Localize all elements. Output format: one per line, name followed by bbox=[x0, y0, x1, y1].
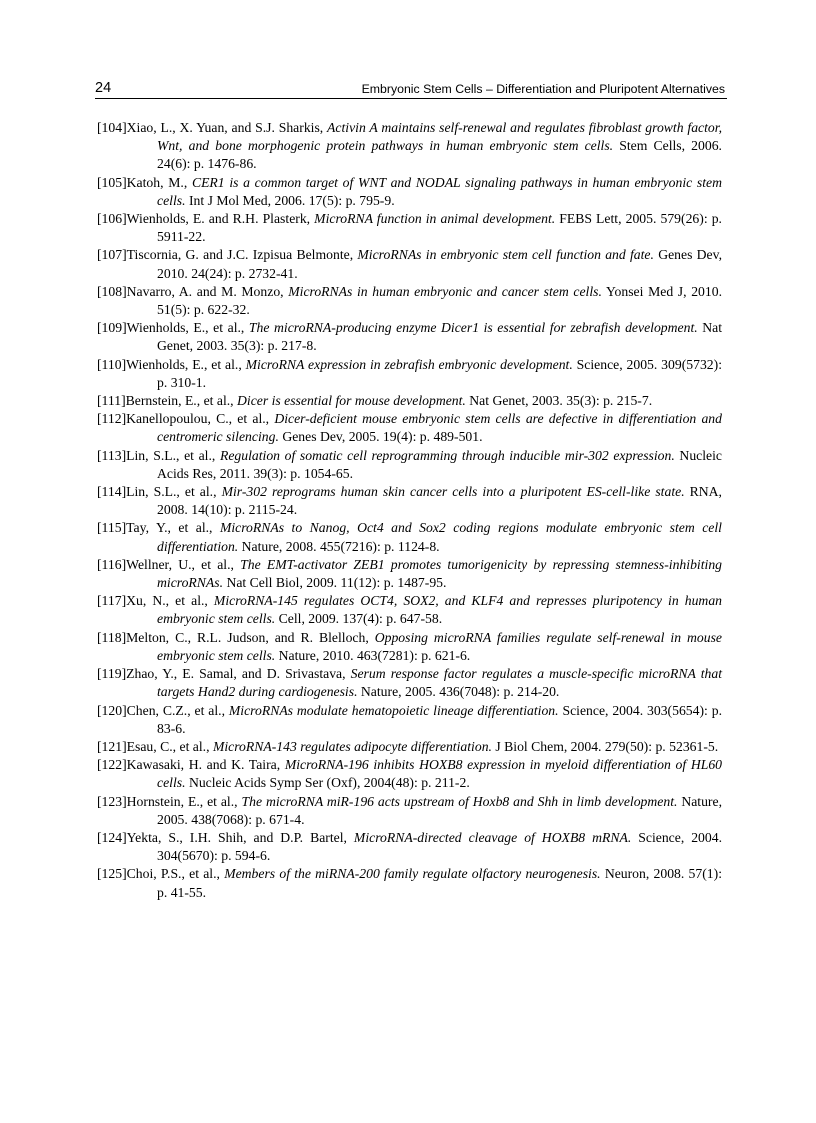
reference-number: [115] bbox=[97, 520, 127, 536]
reference-authors: Lin, S.L., et al., bbox=[126, 484, 222, 500]
reference-source: Nucleic Acids Res, 2011. 39(3): p. 1054-65. bbox=[157, 447, 722, 481]
reference-source: Stem Cells, 2006. 24(6): p. 1476-86. bbox=[157, 138, 722, 172]
reference-title: Serum response factor regulates a muscle-specific microRNA that targets Hand2 during cardiogenesis. bbox=[157, 666, 722, 700]
reference-source: Science, 2004. 304(5670): p. 594-6. bbox=[157, 829, 723, 864]
reference-source: Genes Dev, 2010. 24(24): p. 2732-41. bbox=[157, 247, 722, 281]
reference-item bbox=[97, 665, 722, 701]
reference-number: [119] bbox=[97, 666, 127, 682]
page-number: 24 bbox=[95, 80, 112, 96]
reference-number: [106] bbox=[97, 211, 127, 227]
reference-item bbox=[97, 210, 722, 246]
reference-authors: Wellner, U., et al., bbox=[126, 556, 241, 572]
reference-authors: Xu, N., et al., bbox=[126, 593, 214, 609]
reference-item bbox=[97, 793, 722, 829]
reference-authors: Yekta, S., I.H. Shih, and D.P. Bartel, bbox=[126, 829, 354, 845]
reference-title: Dicer is essential for mouse development. bbox=[237, 393, 466, 409]
reference-title: Opposing microRNA families regulate self-renewal in mouse embryonic stem cells. bbox=[157, 629, 722, 663]
reference-source: Science, 2005. 309(5732): p. 310-1. bbox=[157, 356, 723, 390]
reference-authors: Lin, S.L., et al., bbox=[126, 447, 220, 463]
reference-number: [104] bbox=[97, 120, 127, 135]
reference-authors: Wienholds, E. and R.H. Plasterk, bbox=[126, 211, 315, 227]
reference-title: MicroRNA-145 regulates OCT4, SOX2, and KLF4 and represses pluripotency in human embryonic stem cells. bbox=[157, 593, 722, 627]
reference-list bbox=[97, 119, 722, 902]
reference-item bbox=[97, 447, 722, 483]
reference-number: [105] bbox=[97, 174, 127, 190]
reference-item bbox=[97, 519, 722, 555]
reference-item bbox=[97, 556, 722, 592]
reference-item bbox=[97, 283, 722, 319]
reference-source: Nat Cell Biol, 2009. 11(12): p. 1487-95. bbox=[223, 575, 447, 591]
reference-source: J Biol Chem, 2004. 279(50): p. 52361-5. bbox=[491, 738, 719, 754]
reference-title: Dicer-deficient mouse embryonic stem cells are defective in differentiation and centromeric silencing. bbox=[157, 411, 722, 445]
reference-title: MicroRNA expression in zebrafish embryonic development. bbox=[245, 356, 573, 372]
reference-authors: Tiscornia, G. and J.C. Izpisua Belmonte, bbox=[126, 247, 358, 263]
reference-authors: Wienholds, E., et al., bbox=[126, 320, 249, 336]
reference-item bbox=[97, 483, 722, 519]
reference-source: Cell, 2009. 137(4): p. 647-58. bbox=[275, 611, 443, 627]
reference-authors: Hornstein, E., et al., bbox=[126, 793, 242, 809]
reference-number: [122] bbox=[97, 757, 127, 773]
reference-title: MicroRNA-directed cleavage of HOXB8 mRNA. bbox=[353, 829, 632, 845]
reference-item bbox=[97, 865, 722, 901]
reference-title: Regulation of somatic cell reprogramming through inducible mir-302 expression. bbox=[219, 447, 675, 463]
reference-authors: Wienholds, E., et al., bbox=[126, 356, 246, 372]
reference-authors: Navarro, A. and M. Monzo, bbox=[126, 283, 289, 299]
reference-source: Nature, 2010. 463(7281): p. 621-6. bbox=[275, 647, 471, 663]
reference-authors: Zhao, Y., E. Samal, and D. Srivastava, bbox=[126, 666, 351, 682]
reference-authors: Kawasaki, H. and K. Taira, bbox=[126, 757, 285, 773]
reference-source: Nucleic Acids Symp Ser (Oxf), 2004(48): p. 211-2. bbox=[185, 775, 470, 791]
reference-title: MicroRNAs modulate hematopoietic lineage differentiation. bbox=[228, 702, 559, 718]
reference-title: Activin A maintains self-renewal and regulates fibroblast growth factor, Wnt, and bone morphogenic protein pathways in human embryonic stem cells. bbox=[157, 120, 722, 154]
reference-item bbox=[97, 756, 722, 792]
reference-title: MicroRNAs in human embryonic and cancer stem cells. bbox=[288, 283, 602, 299]
reference-source: FEBS Lett, 2005. 579(26): p. 5911-22. bbox=[157, 211, 722, 245]
reference-title: MicroRNA-143 regulates adipocyte differentiation. bbox=[212, 738, 492, 754]
reference-authors: Choi, P.S., et al., bbox=[126, 866, 225, 882]
reference-item bbox=[97, 392, 722, 410]
reference-source: RNA, 2008. 14(10): p. 2115-24. bbox=[157, 484, 722, 518]
reference-item bbox=[97, 738, 722, 756]
reference-source: Int J Mol Med, 2006. 17(5): p. 795-9. bbox=[185, 192, 395, 208]
reference-number: [124] bbox=[97, 829, 127, 845]
reference-authors: Tay, Y., et al., bbox=[126, 520, 220, 536]
reference-authors: Kanellopoulou, C., et al., bbox=[126, 411, 275, 427]
reference-number: [114] bbox=[97, 484, 127, 500]
reference-authors: Esau, C., et al., bbox=[126, 738, 213, 754]
reference-number: [112] bbox=[97, 411, 127, 427]
reference-title: The microRNA miR-196 acts upstream of Hoxb8 and Shh in limb development. bbox=[241, 793, 678, 809]
reference-number: [117] bbox=[97, 593, 127, 609]
reference-title: MicroRNAs to Nanog, Oct4 and Sox2 coding regions modulate embryonic stem cell differentiation. bbox=[157, 520, 722, 554]
reference-number: [113] bbox=[97, 447, 127, 463]
reference-source: Nature, 2008. 455(7216): p. 1124-8. bbox=[238, 538, 440, 554]
reference-item bbox=[97, 829, 722, 865]
reference-number: [111] bbox=[97, 393, 126, 409]
reference-authors: Chen, C.Z., et al., bbox=[126, 702, 229, 718]
reference-title: Mir-302 reprograms human skin cancer cells into a pluripotent ES-cell-like state. bbox=[221, 484, 685, 500]
reference-number: [125] bbox=[97, 866, 127, 882]
reference-source: Nat Genet, 2003. 35(3): p. 215-7. bbox=[465, 393, 653, 409]
reference-authors: Bernstein, E., et al., bbox=[125, 393, 238, 409]
reference-item bbox=[97, 410, 722, 446]
reference-number: [116] bbox=[97, 556, 127, 572]
reference-title: MicroRNA function in animal development. bbox=[314, 211, 556, 227]
reference-item bbox=[97, 356, 722, 392]
reference-source: Nature, 2005. 438(7068): p. 671-4. bbox=[157, 793, 722, 827]
reference-title: The EMT-activator ZEB1 promotes tumorigenicity by repressing stemness-inhibiting microRNAs. bbox=[157, 556, 723, 591]
reference-number: [110] bbox=[97, 356, 127, 372]
page-header bbox=[95, 80, 727, 99]
reference-source: Neuron, 2008. 57(1): p. 41-55. bbox=[157, 866, 722, 900]
running-title: Embryonic Stem Cells – Differentiation and Pluripotent Alternatives bbox=[361, 82, 725, 96]
reference-title: MicroRNA-196 inhibits HOXB8 expression in myeloid differentiation of HL60 cells. bbox=[157, 757, 723, 791]
reference-number: [118] bbox=[97, 629, 127, 645]
reference-number: [107] bbox=[97, 247, 127, 263]
reference-source: Genes Dev, 2005. 19(4): p. 489-501. bbox=[278, 429, 483, 445]
reference-source: Yonsei Med J, 2010. 51(5): p. 622-32. bbox=[157, 283, 722, 318]
reference-title: CER1 is a common target of WNT and NODAL signaling pathways in human embryonic stem cells. bbox=[157, 174, 723, 208]
reference-title: The microRNA-producing enzyme Dicer1 is essential for zebrafish development. bbox=[248, 320, 698, 336]
reference-item bbox=[97, 702, 722, 738]
reference-item bbox=[97, 319, 722, 355]
reference-title: Members of the miRNA-200 family regulate olfactory neurogenesis. bbox=[224, 866, 601, 882]
reference-item bbox=[97, 629, 722, 665]
reference-item bbox=[97, 119, 722, 174]
reference-item bbox=[97, 592, 722, 628]
reference-number: [109] bbox=[97, 320, 127, 336]
reference-item bbox=[97, 174, 722, 210]
reference-source: Science, 2004. 303(5654): p. 83-6. bbox=[157, 702, 723, 736]
reference-number: [108] bbox=[97, 283, 127, 299]
reference-authors: Melton, C., R.L. Judson, and R. Blelloch, bbox=[126, 629, 375, 645]
reference-source: Nature, 2005. 436(7048): p. 214-20. bbox=[357, 684, 560, 700]
reference-item bbox=[97, 246, 722, 282]
reference-source: Nat Genet, 2003. 35(3): p. 217-8. bbox=[157, 320, 723, 354]
reference-number: [123] bbox=[97, 793, 127, 809]
reference-authors: Katoh, M., bbox=[126, 174, 192, 190]
reference-authors: Xiao, L., X. Yuan, and S.J. Sharkis, bbox=[126, 120, 328, 135]
reference-number: [120] bbox=[97, 702, 127, 718]
reference-number: [121] bbox=[97, 738, 127, 754]
reference-title: MicroRNAs in embryonic stem cell function and fate. bbox=[357, 247, 654, 263]
